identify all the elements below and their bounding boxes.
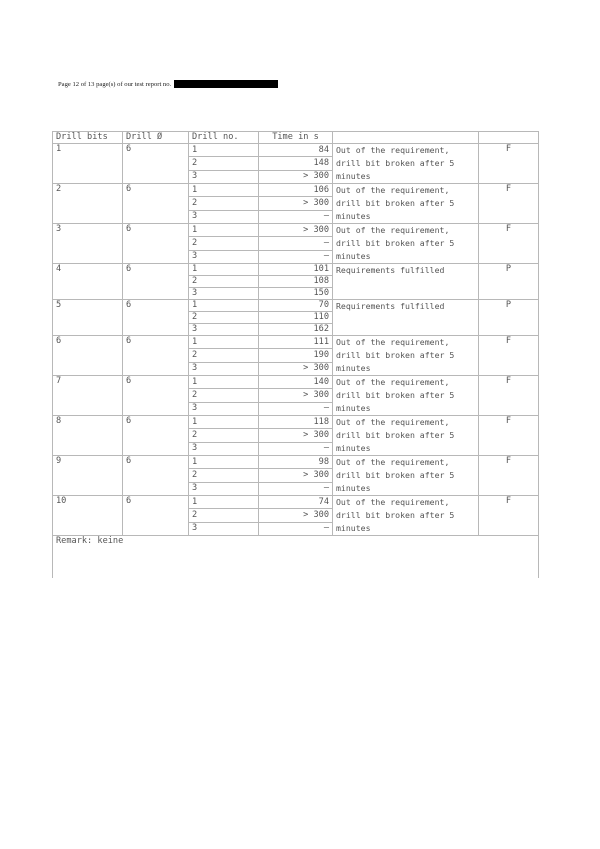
page-number-text: Page 12 of 13 page(s) of our test report no. xyxy=(58,81,172,88)
drill-diameter-cell: 6 xyxy=(123,144,189,184)
table-body xyxy=(53,144,539,536)
table-header-row xyxy=(53,132,539,144)
time-cell: 118 xyxy=(259,416,333,429)
drill-no-cell: 1 xyxy=(189,144,259,157)
header-time: Time in s xyxy=(259,132,333,144)
drill-bit-cell: 5 xyxy=(53,300,123,336)
drill-no-cell: 3 xyxy=(189,210,259,223)
drill-no-cell: 2 xyxy=(189,469,259,482)
drill-no-cell: 3 xyxy=(189,362,259,375)
drill-no-cell: 1 xyxy=(189,496,259,509)
drill-diameter-cell: 6 xyxy=(123,456,189,496)
drill-no-cell: 2 xyxy=(189,429,259,442)
time-cell: > 300 xyxy=(259,224,333,237)
result-remark-cell: Requirements fulfilled xyxy=(333,300,479,336)
grade-cell: P xyxy=(479,300,539,336)
time-cell: 70 xyxy=(259,300,333,312)
time-cell: > 300 xyxy=(259,362,333,375)
grade-cell: F xyxy=(479,184,539,224)
table-row xyxy=(53,300,539,312)
result-remark-cell: Out of the requirement, drill bit broken after 5 minutes xyxy=(333,144,479,184)
table-row xyxy=(53,184,539,197)
time-cell: – xyxy=(259,402,333,415)
time-cell: 111 xyxy=(259,336,333,349)
time-cell: 101 xyxy=(259,264,333,276)
drill-bit-cell: 2 xyxy=(53,184,123,224)
drill-no-cell: 2 xyxy=(189,197,259,210)
time-cell: > 300 xyxy=(259,429,333,442)
page-header xyxy=(58,80,278,88)
drill-no-cell: 1 xyxy=(189,184,259,197)
table-row xyxy=(53,336,539,349)
time-cell: > 300 xyxy=(259,509,333,522)
grade-cell: F xyxy=(479,496,539,536)
drill-no-cell: 3 xyxy=(189,250,259,263)
drill-no-cell: 1 xyxy=(189,300,259,312)
time-cell: 190 xyxy=(259,349,333,362)
drill-no-cell: 1 xyxy=(189,376,259,389)
drill-no-cell: 2 xyxy=(189,509,259,522)
header-drill-no: Drill no. xyxy=(189,132,259,144)
remark-footer-row xyxy=(53,536,539,579)
drill-no-cell: 2 xyxy=(189,276,259,288)
time-cell: 110 xyxy=(259,312,333,324)
drill-no-cell: 2 xyxy=(189,237,259,250)
result-remark-cell: Out of the requirement, drill bit broken after 5 minutes xyxy=(333,416,479,456)
table-row xyxy=(53,456,539,469)
drill-bit-cell: 10 xyxy=(53,496,123,536)
result-remark-cell: Out of the requirement, drill bit broken after 5 minutes xyxy=(333,184,479,224)
drill-diameter-cell: 6 xyxy=(123,184,189,224)
grade-cell: P xyxy=(479,264,539,300)
grade-cell: F xyxy=(479,456,539,496)
time-cell: 106 xyxy=(259,184,333,197)
drill-no-cell: 3 xyxy=(189,170,259,183)
time-cell: – xyxy=(259,442,333,455)
header-drill-diameter: Drill Ø xyxy=(123,132,189,144)
drill-no-cell: 2 xyxy=(189,389,259,402)
drill-no-cell: 1 xyxy=(189,336,259,349)
drill-no-cell: 1 xyxy=(189,456,259,469)
drill-bit-cell: 9 xyxy=(53,456,123,496)
table-row xyxy=(53,224,539,237)
time-cell: > 300 xyxy=(259,389,333,402)
drill-no-cell: 1 xyxy=(189,264,259,276)
result-remark-cell: Requirements fulfilled xyxy=(333,264,479,300)
result-remark-cell: Out of the requirement, drill bit broken after 5 minutes xyxy=(333,496,479,536)
time-cell: 84 xyxy=(259,144,333,157)
test-results-table xyxy=(52,131,539,578)
grade-cell: F xyxy=(479,144,539,184)
time-cell: 148 xyxy=(259,157,333,170)
time-cell: > 300 xyxy=(259,170,333,183)
remark-footer: Remark: keine xyxy=(53,536,539,579)
drill-bit-cell: 1 xyxy=(53,144,123,184)
time-cell: – xyxy=(259,250,333,263)
result-remark-cell: Out of the requirement, drill bit broken after 5 minutes xyxy=(333,376,479,416)
result-remark-cell: Out of the requirement, drill bit broken after 5 minutes xyxy=(333,336,479,376)
grade-cell: F xyxy=(479,416,539,456)
drill-no-cell: 3 xyxy=(189,482,259,495)
drill-diameter-cell: 6 xyxy=(123,300,189,336)
drill-diameter-cell: 6 xyxy=(123,336,189,376)
table-row xyxy=(53,496,539,509)
table-row xyxy=(53,264,539,276)
table-row xyxy=(53,144,539,157)
drill-diameter-cell: 6 xyxy=(123,264,189,300)
drill-diameter-cell: 6 xyxy=(123,224,189,264)
time-cell: > 300 xyxy=(259,197,333,210)
drill-no-cell: 3 xyxy=(189,522,259,535)
time-cell: 74 xyxy=(259,496,333,509)
drill-diameter-cell: 6 xyxy=(123,376,189,416)
drill-no-cell: 3 xyxy=(189,288,259,300)
time-cell: 140 xyxy=(259,376,333,389)
drill-bit-cell: 6 xyxy=(53,336,123,376)
header-drill-bits: Drill bits xyxy=(53,132,123,144)
drill-no-cell: 2 xyxy=(189,157,259,170)
result-remark-cell: Out of the requirement, drill bit broken after 5 minutes xyxy=(333,456,479,496)
table-row xyxy=(53,376,539,389)
drill-bit-cell: 8 xyxy=(53,416,123,456)
time-cell: – xyxy=(259,210,333,223)
drill-no-cell: 2 xyxy=(189,312,259,324)
drill-diameter-cell: 6 xyxy=(123,416,189,456)
header-grade xyxy=(479,132,539,144)
drill-bit-cell: 3 xyxy=(53,224,123,264)
drill-no-cell: 3 xyxy=(189,402,259,415)
drill-no-cell: 3 xyxy=(189,324,259,336)
grade-cell: F xyxy=(479,376,539,416)
drill-diameter-cell: 6 xyxy=(123,496,189,536)
test-results-table-container xyxy=(52,131,538,590)
grade-cell: F xyxy=(479,336,539,376)
time-cell: 150 xyxy=(259,288,333,300)
redacted-report-number xyxy=(174,80,278,88)
time-cell: 108 xyxy=(259,276,333,288)
time-cell: 162 xyxy=(259,324,333,336)
grade-cell: F xyxy=(479,224,539,264)
drill-no-cell: 1 xyxy=(189,224,259,237)
drill-no-cell: 2 xyxy=(189,349,259,362)
drill-no-cell: 1 xyxy=(189,416,259,429)
time-cell: – xyxy=(259,482,333,495)
header-remark xyxy=(333,132,479,144)
drill-bit-cell: 4 xyxy=(53,264,123,300)
drill-bit-cell: 7 xyxy=(53,376,123,416)
time-cell: > 300 xyxy=(259,469,333,482)
drill-no-cell: 3 xyxy=(189,442,259,455)
time-cell: 98 xyxy=(259,456,333,469)
time-cell: – xyxy=(259,522,333,535)
table-row xyxy=(53,416,539,429)
result-remark-cell: Out of the requirement, drill bit broken after 5 minutes xyxy=(333,224,479,264)
time-cell: – xyxy=(259,237,333,250)
